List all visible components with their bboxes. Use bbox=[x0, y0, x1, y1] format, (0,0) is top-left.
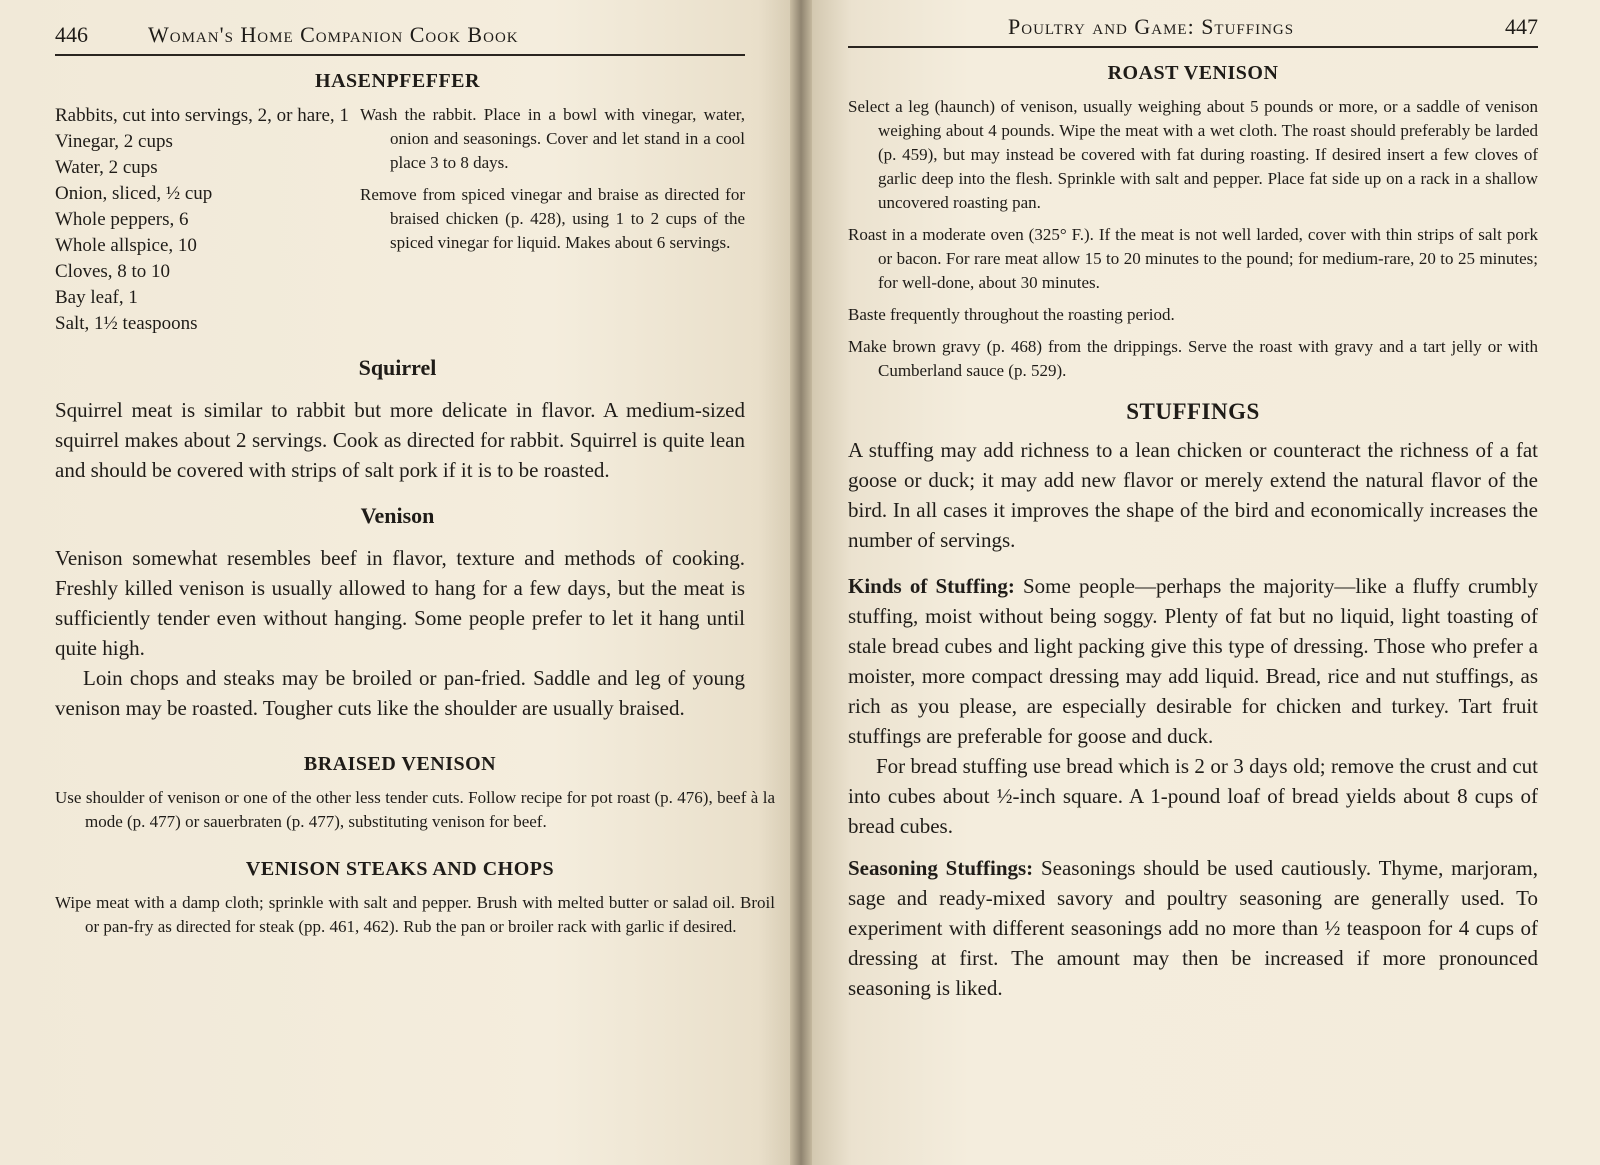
recipe-title: BRAISED VENISON bbox=[303, 753, 497, 775]
ingredient: Bay leaf, 1 bbox=[55, 287, 138, 308]
ingredient: Onion, sliced, ½ cup bbox=[55, 183, 213, 204]
left-running-head bbox=[55, 22, 745, 56]
ingredient: Whole peppers, 6 bbox=[55, 209, 189, 230]
paragraph-lead: Seasoning Stuffings: bbox=[848, 856, 1034, 880]
body-paragraph: For bread stuffing use bread which is 2 or 3 days old; remove the crust and cut into cubes about ½-inch square. A 1-pound loaf of bread yields about 8 cups of bread cubes. bbox=[848, 754, 1538, 838]
running-title: Poultry and Game: Stuffings bbox=[1008, 14, 1295, 39]
body-paragraph: A stuffing may add richness to a lean chicken or counteract the richness of a fat goose or duck; it may add new flavor or merely extend the natural flavor of the bird. In all cases it improves the shape of the bird and economically increases the number of servings. bbox=[848, 438, 1538, 552]
body-paragraph: Loin chops and steaks may be broiled or pan-fried. Saddle and leg of young venison may be roasted. Tougher cuts like the shoulder are usually braised. bbox=[55, 666, 745, 720]
ingredient-list bbox=[55, 103, 360, 337]
section-title: STUFFINGS bbox=[1126, 399, 1260, 424]
hasenpfeffer-recipe bbox=[55, 103, 745, 337]
ingredient: Cloves, 8 to 10 bbox=[55, 261, 171, 282]
recipe-text: Make brown gravy (p. 468) from the drippings. Serve the roast with gravy and a tart jelly or with Cumberland sauce (p. 529). bbox=[848, 337, 1538, 380]
right-page bbox=[812, 0, 1600, 1165]
book-gutter bbox=[790, 0, 812, 1165]
paragraph-text: Seasonings should be used cautiously. Thyme, marjoram, sage and ready-mixed savory and poultry seasoning are generally used. To experiment with different seasonings add no more than ½ teaspoon for 4 cups of dressing at first. The amount may then be increased if more pronounced seasoning is liked. bbox=[848, 856, 1539, 1000]
recipe-text: Select a leg (haunch) of venison, usually weighing about 5 pounds or more, or a saddle of venison weighing about 4 pounds. Wipe the meat with a wet cloth. The roast should preferably be larded (p. 459), but may instead be covered with fat during roasting. If desired insert a few cloves of garlic deep into the flesh. Sprinkle with salt and pepper. Place fat side up on a rack in a shallow uncovered roasting pan. bbox=[848, 97, 1538, 212]
left-page bbox=[0, 0, 790, 1165]
recipe-text: Roast in a moderate oven (325° F.). If the meat is not well larded, cover with thin strips of salt pork or bacon. For rare meat allow 15 to 20 minutes to the pound; for medium-rare, 20 to 25 minutes; for well-done, about 30 minutes. bbox=[848, 225, 1538, 292]
recipe-title: HASENPFEFFER bbox=[315, 70, 480, 92]
recipe-text: Baste frequently throughout the roasting period. bbox=[848, 305, 1175, 324]
body-paragraph: Venison somewhat resembles beef in flavor, texture and methods of cooking. Freshly killed venison is usually allowed to hang for a few days, but the meat is sufficiently tender even without hanging. Some people prefer to let it hang until quite high. bbox=[55, 546, 745, 660]
ingredient: Vinegar, 2 cups bbox=[55, 131, 173, 152]
right-running-head bbox=[848, 14, 1538, 48]
recipe-title: VENISON STEAKS AND CHOPS bbox=[245, 858, 555, 880]
recipe-text: Wipe meat with a damp cloth; sprinkle with salt and pepper. Brush with melted butter or salad oil. Broil or pan-fry as directed for steak (pp. 461, 462). Rub the pan or broiler rack with garlic if desired. bbox=[55, 893, 775, 936]
recipe-text: Use shoulder of venison or one of the other less tender cuts. Follow recipe for pot roast (p. 476), beef à la mode (p. 477) or sauerbraten (p. 477), substituting venison for beef. bbox=[55, 788, 775, 831]
page-number: 446 bbox=[55, 22, 88, 47]
page-number: 447 bbox=[1505, 14, 1538, 39]
recipe-title: ROAST VENISON bbox=[1107, 62, 1279, 84]
method-step: Remove from spiced vinegar and braise as directed for braised chicken (p. 428), using 1 to 2 cups of the spiced vinegar for liquid. Makes about 6 servings. bbox=[360, 185, 745, 252]
section-title: Venison bbox=[360, 503, 435, 528]
right-content bbox=[848, 62, 1538, 1003]
body-paragraph: Squirrel meat is similar to rabbit but more delicate in flavor. A medium-sized squirrel makes about 2 servings. Cook as directed for rabbit. Squirrel is quite lean and should be covered with strips of salt pork if it is to be roasted. bbox=[55, 398, 745, 482]
ingredient: Rabbits, cut into servings, 2, or hare, 1 bbox=[55, 105, 349, 126]
method bbox=[360, 103, 745, 337]
paragraph-text: Some people—perhaps the majority—like a fluffy crumbly stuffing, moist without being soggy. Plenty of fat but no liquid, light toasting of stale bread cubes and light packing give this type of dressing. Those who prefer a moister, more compact dressing may add liquid. Bread, rice and nut stuffings, as rich as you please, are especially desirable for chicken and turkey. Tart fruit stuffings are preferable for goose and duck. bbox=[848, 574, 1539, 748]
section-title: Squirrel bbox=[358, 355, 437, 380]
method-step: Wash the rabbit. Place in a bowl with vinegar, water, onion and seasonings. Cover and let stand in a cool place 3 to 8 days. bbox=[360, 105, 745, 172]
running-title: Woman's Home Companion Cook Book bbox=[148, 22, 519, 47]
paragraph-lead: Kinds of Stuffing: bbox=[848, 574, 1015, 598]
body-paragraph bbox=[848, 571, 1538, 751]
ingredient: Whole allspice, 10 bbox=[55, 235, 197, 256]
ingredient: Salt, 1½ teaspoons bbox=[55, 313, 198, 334]
body-paragraph bbox=[848, 853, 1538, 1003]
ingredient: Water, 2 cups bbox=[55, 157, 158, 178]
